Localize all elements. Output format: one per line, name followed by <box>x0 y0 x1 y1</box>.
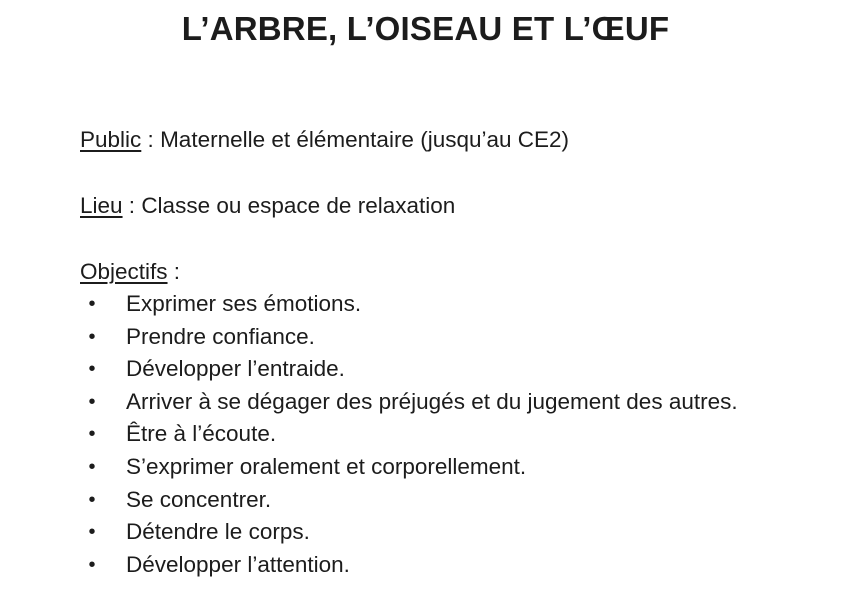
public-separator: : <box>141 127 161 152</box>
lieu-separator: : <box>122 193 142 218</box>
list-item-text: Exprimer ses émotions. <box>126 291 362 316</box>
bullet-icon: • <box>88 521 96 544</box>
list-item-text: Développer l’entraide. <box>126 356 345 382</box>
lieu-label: Lieu <box>80 193 123 218</box>
list-item-text: Prendre confiance. <box>126 323 315 349</box>
list-item-text: Se concentrer. <box>126 486 272 512</box>
list-item-text: Être à l’écoute. <box>126 421 277 447</box>
bullet-icon: • <box>88 325 96 348</box>
bullet-icon: • <box>88 455 96 478</box>
list-item-text: S’exprimer oralement et corporellement. <box>126 453 527 479</box>
bullet-icon: • <box>88 358 96 381</box>
public-label: Public <box>80 127 142 152</box>
objectifs-separator: : <box>167 259 181 284</box>
public-value: Maternelle et élémentaire (jusqu’au CE2) <box>160 127 570 152</box>
list-item-text: Arriver à se dégager des préjugés et du jugement des autres. <box>126 388 738 414</box>
lieu-line <box>80 190 455 222</box>
document-title: L’ARBRE, L’OISEAU ET L’ŒUF <box>181 10 670 47</box>
bullet-icon: • <box>88 293 96 315</box>
public-line <box>80 124 569 156</box>
list-item-text: Développer l’attention. <box>126 551 350 577</box>
bullet-icon: • <box>88 423 96 446</box>
bullet-icon: • <box>88 390 96 413</box>
lieu-value: Classe ou espace de relaxation <box>141 193 456 218</box>
objectifs-line <box>80 256 180 288</box>
bullet-icon: • <box>88 553 96 576</box>
objectifs-label: Objectifs <box>80 259 168 284</box>
bullet-icon: • <box>88 488 96 511</box>
list-item-text: Détendre le corps. <box>126 519 310 545</box>
